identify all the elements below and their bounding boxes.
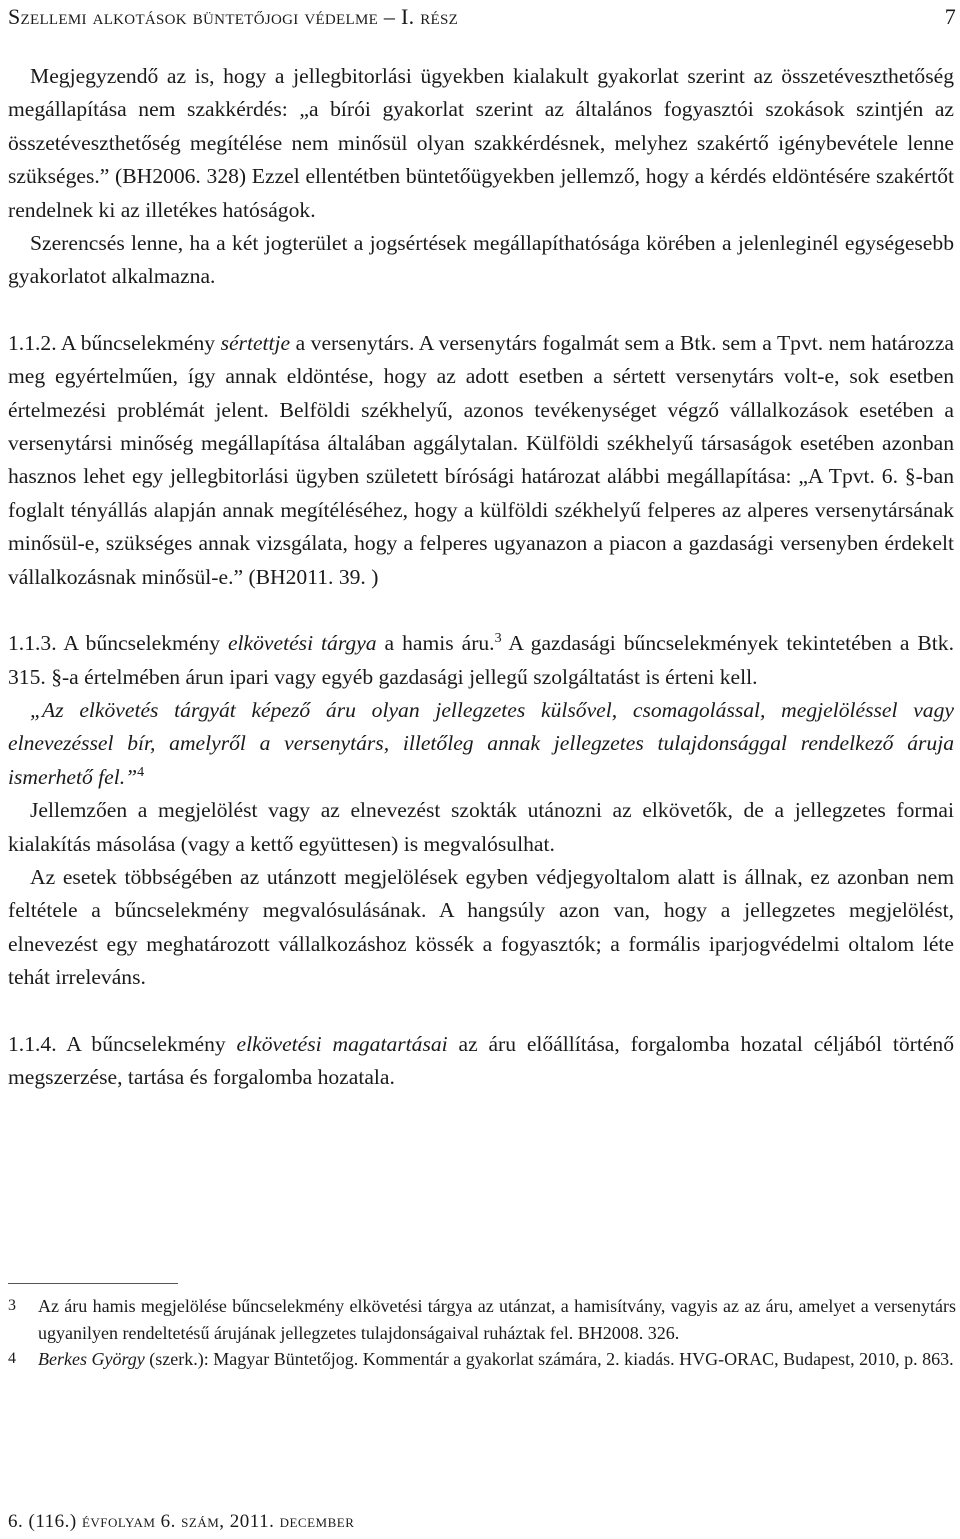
document-page — [8, 0, 956, 1539]
footnote-author: Berkes György — [38, 1349, 145, 1369]
paragraph: Szerencsés lenne, ha a két jogterület a jogsértések megállapíthatósága körében a jelenleginél egységesebb gyakorlatot alkalmazna. — [8, 231, 954, 289]
footnote-ref[interactable]: 3 — [494, 630, 502, 646]
running-footer: 6. (116.) évfolyam 6. szám, 2011. december — [8, 1511, 355, 1532]
emphasis: elkövetési tárgya — [227, 631, 377, 656]
page-number: 7 — [944, 4, 956, 29]
footnote-number: 4 — [8, 1350, 16, 1367]
footnote-text: (szerk.): Magyar Büntetőjog. Kommentár a gyakorlat számára, 2. kiadás. HVG-ORAC, Budapest, 2010, p. 863. — [144, 1349, 954, 1369]
section-1-1-4 — [8, 1028, 954, 1095]
paragraph: Megjegyzendő az is, hogy a jellegbitorlási ügyekben kialakult gyakorlat szerint az összetéveszthetőség megállapítása nem szakkérdés: „a bírói gyakorlat szerint az általános fogyasztói szokások szintjén az összetéveszthetőség megítélése nem minősül olyan szakkérdésnek, melyhez szakértő igénybevétele lenne szükséges.” (BH2006. 328) Ezzel ellentétben büntetőügyekben jellemző, hogy a kérdés eldöntésére szakértőt rendelnek ki az illetékes hatóságok. — [8, 64, 954, 222]
footnote-text: Az áru hamis megjelölése bűncselekmény elkövetési tárgya az utánzat, a hamisítvány, vagyis az az áru, amelyet a versenytárs ugyanilyen rendeltetésű árujának jellegzetes tulajdonságaival ruháztak fel. BH2008. 326. — [38, 1296, 956, 1343]
emphasis: sértettje — [220, 330, 291, 355]
block-quote — [8, 694, 954, 794]
section-text: az áru előállítása, forgalomba hozatal céljából történő megszerzése, tartása és forgalomba hozatala. — [8, 1031, 955, 1089]
section-1-1-3 — [8, 627, 954, 694]
footnote-number: 3 — [8, 1297, 16, 1314]
section-text: a versenytárs. A versenytárs fogalmát sem a Btk. sem a Tpvt. nem határozza meg egyértelműen, így annak eldöntése, hogy az adott esetben a sértett versenytárs volt-e, sok esetben értelmezési problémát jelent. Belföldi székhelyű, azonos tevékenységet végző vállalkozások esetében a versenytársi minőség megállapítása általában aggálytalan. Külföldi székhelyű társaságok esetében azonban hasznos lehet egy jellegbitorlási ügyben született bírósági határozat alábbi megállapítása: „A Tpvt. 6. §-ban foglalt tényállás alapján annak megítéléséhez, hogy a külföldi székhelyű felperes az alperes versenytársának minősül-e, szükséges annak vizsgálata, hogy a felperes ugyanazon a piacon a gazdasági versenyben érdekelt vállalkozásnak minősül-e.” (BH2011. 39. ) — [8, 330, 954, 589]
header-title: Szellemi alkotások büntetőjogi védelme – I. rész — [8, 4, 459, 29]
footnote-3 — [8, 1293, 956, 1346]
footnote-4 — [8, 1346, 956, 1373]
section-text: A gazdasági bűncselekmények tekintetében a Btk. 315. §-a értelmében árun ipari vagy egyéb gazdasági jellegű szolgáltatást is érteni kell. — [8, 631, 954, 689]
main-text — [8, 60, 954, 1094]
section-text: a hamis áru. — [376, 631, 495, 656]
quote-text: „Az elkövetés tárgyát képező áru olyan jellegzetes külsővel, csomagolással, megjelöléssel vagy elnevezéssel bír, amelyről a versenytárs, illetőleg annak jellegzetes tulajdonsággal rendelkező áruja ismerhető fel.” — [8, 697, 954, 789]
footnote-divider — [8, 1283, 178, 1284]
footnote-ref[interactable]: 4 — [137, 764, 145, 780]
footnotes — [8, 1293, 956, 1373]
section-1-1-2 — [8, 327, 954, 594]
section-text: 1.1.2. A bűncselekmény — [8, 330, 221, 355]
paragraph: Az esetek többségében az utánzott megjelölések egyben védjegyoltalom alatt is állnak, ez azonban nem feltétele a bűncselekmény megvalósulásának. A hangsúly azon van, hogy a jellegzetes megjelölést, elnevezést egy meghatározott vállalkozáshoz kössék a fogyasztók; a formális iparjogvédelmi oltalom léte tehát irreleváns. — [8, 864, 954, 990]
section-text: 1.1.3. A bűncselekmény — [8, 631, 228, 656]
section-text: 1.1.4. A bűncselekmény — [8, 1031, 237, 1056]
paragraph: Jellemzően a megjelölést vagy az elnevezést szokták utánozni az elkövetők, de a jellegzetes formai kialakítás másolása (vagy a kettő együttesen) is megvalósulhat. — [8, 798, 954, 856]
emphasis: elkövetési magatartásai — [236, 1031, 448, 1056]
running-header — [8, 4, 956, 34]
